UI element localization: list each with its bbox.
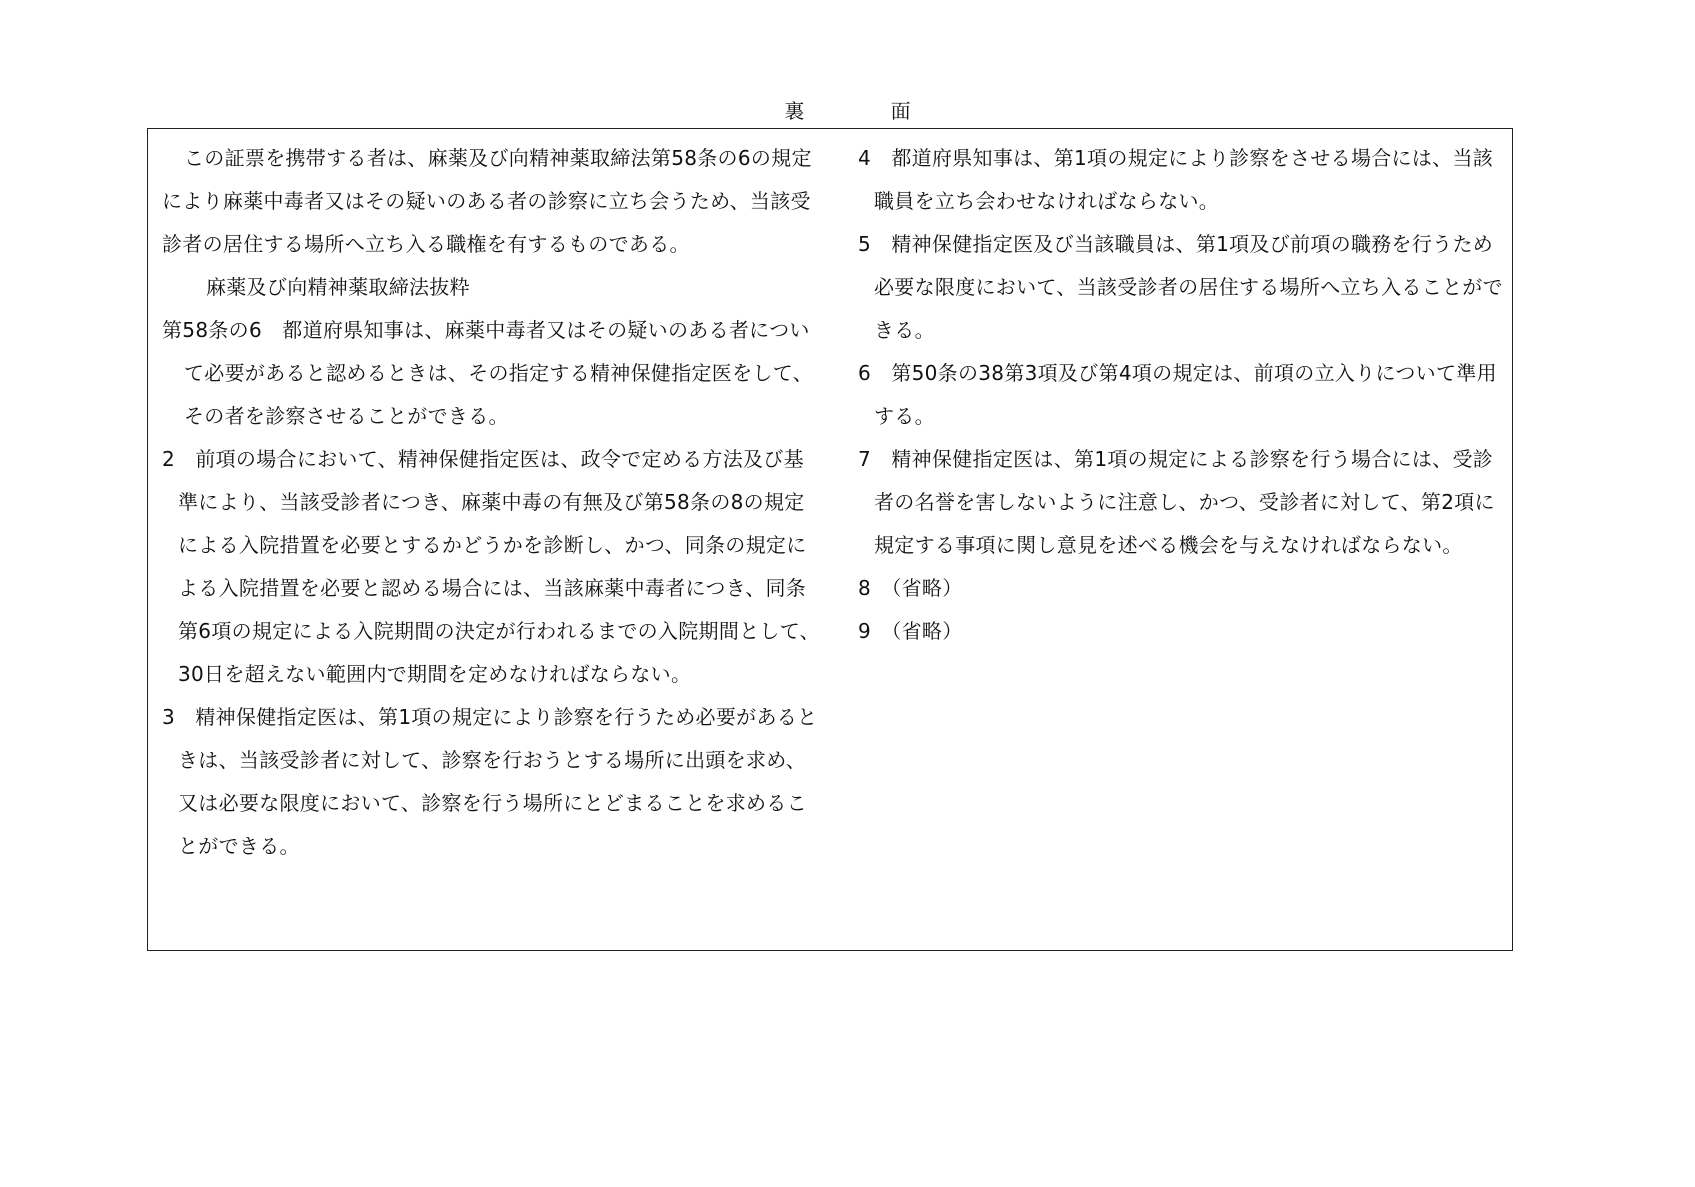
paragraph-7: 7 精神保健指定医は、第1項の規定による診察を行う場合には、受診者の名誉を害しないように注意し、かつ、受診者に対して、第2項に規定する事項に関し意見を述べる機会を与えなければならない。 (858, 447, 1495, 557)
document-frame (147, 128, 1513, 951)
page-heading: 裏 面 (784, 99, 951, 123)
paragraph-2: 2 前項の場合において、精神保健指定医は、政令で定める方法及び基準により、当該受診者につき、麻薬中毒の有無及び第58条の8の規定による入院措置を必要とするかどうかを診断し、かつ、同条の規定による入院措置を必要と認める場合には、当該麻薬中毒者につき、同条第6項の規定による入院期間の決定が行われるまでの入院期間として、30日を超えない範囲内で期間を定めなければならない。 (162, 447, 820, 686)
paragraph-3: 3 精神保健指定医は、第1項の規定により診察を行うため必要があるときは、当該受診者に対して、診察を行おうとする場所に出頭を求め、又は必要な限度において、診察を行う場所にとどまることを求めることができる。 (162, 705, 818, 858)
left-column (162, 137, 822, 868)
paragraph-9: 9 （省略） (858, 619, 963, 643)
paragraph-6: 6 第50条の38第3項及び第4項の規定は、前項の立入りについて準用する。 (858, 361, 1497, 428)
intro-paragraph: この証票を携帯する者は、麻薬及び向精神薬取締法第58条の6の規定により麻薬中毒者又はその疑いのある者の診察に立ち会うため、当該受診者の居住する場所へ立ち入る職権を有するものである。 (162, 146, 812, 256)
right-column (858, 137, 1503, 653)
article-58-6: 第58条の6 都道府県知事は、麻薬中毒者又はその疑いのある者について必要があると認めるときは、その指定する精神保健指定医をして、その者を診察させることができる。 (162, 318, 813, 428)
excerpt-title: 麻薬及び向精神薬取締法抜粋 (206, 275, 470, 299)
paragraph-4: 4 都道府県知事は、第1項の規定により診察をさせる場合には、当該職員を立ち会わせなければならない。 (858, 146, 1494, 213)
paragraph-8: 8 （省略） (858, 576, 963, 600)
paragraph-5: 5 精神保健指定医及び当該職員は、第1項及び前項の職務を行うため必要な限度において、当該受診者の居住する場所へ立ち入ることができる。 (858, 232, 1503, 342)
